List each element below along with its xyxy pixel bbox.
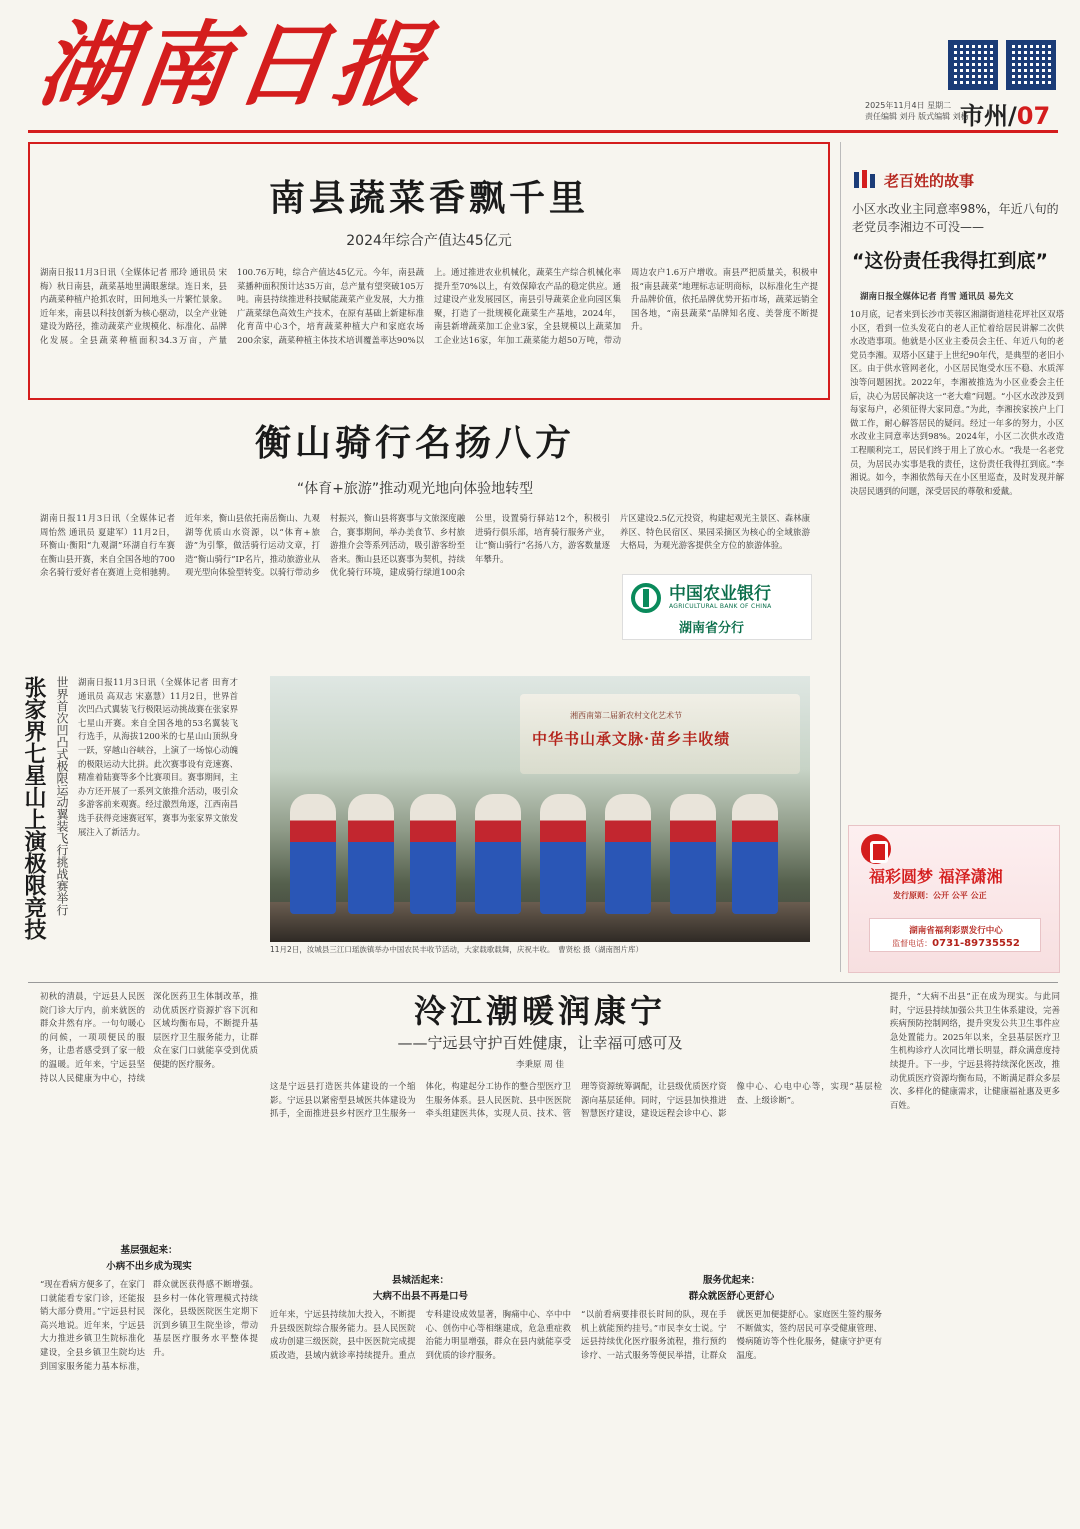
dancer-figure [290, 794, 336, 914]
article-title-ningyuan[interactable]: 泠江潮暖润康宁 [413, 992, 666, 1030]
article-body: 湖南日报11月3日讯（全媒体记者 邢玲 通讯员 宋梅）秋日南县，蔬菜基地里满眼葱绿。连日来，县内蔬菜种植户抢抓农时，田间地头一片繁忙景象。近年来，南县以科技创新为核心驱动，以全产业链建设为路径，推动蔬菜产业规模化、标准化、品牌化发展。全县蔬菜种植面积34.3万亩，产量100.76万吨，综合产值达45亿元。今年，南县蔬菜播种面积预计达35万亩，总产量有望突破105万吨。南县持续推进科技赋能蔬菜产业发展，大力推广蔬菜绿色高效生产技术，在原有基础上新建标准化育苗中心3个，培育蔬菜种植大户和家庭农场200余家，蔬菜种植主体技术培训覆盖率达90%以上。通过推进农业机械化，蔬菜生产综合机械化率提升至70%以上，有效保障农产品的稳定供应。通过建设产业发展园区，南县引导蔬菜企业向园区集聚，打造了一批规模化蔬菜生产基地，2024年，南县新增蔬菜加工企业3家，全县规模以上蔬菜加工企业达16家，年加工蔬菜能力超50万吨，带动周边农户1.6万户增收。南县严把质量关，积极申报“南县蔬菜”地理标志证明商标，以标准化生产提升品牌价值，依托品牌优势开拓市场，蔬菜远销全国各地，“南县蔬菜”品牌知名度、美誉度不断提升。 [40, 267, 818, 345]
qr-code-icon[interactable] [1006, 40, 1056, 90]
article-subhead-line2: 小病不出乡成为现实 [106, 1261, 192, 1272]
section-label [960, 96, 1050, 131]
column-logo-icon [852, 168, 878, 190]
article-subtitle-ningyuan: ——宁远县守护百姓健康，让幸福可感可及 [397, 1034, 683, 1052]
newspaper-logo: 湖南日报 [32, 11, 440, 119]
article-column-right: 提升，“大病不出县”正在成为现实。与此同时，宁远县持续加强公共卫生体系建设，完善疾病预防控制网络，提升突发公共卫生事件应急处置能力。2025年以来，全县基层医疗卫生机构诊疗人次同比增长明显，群众满意度持续提升。下一步，宁远县将持续深化医改，推动优质医疗资源均衡布局，不断满足群众多层次、多样化的健康需求，让健康福祉惠及更多百姓。 [890, 991, 1060, 1110]
article-subtitle: 2024年综合产值达45亿元 [346, 233, 512, 249]
harvest-festival-photo[interactable] [270, 676, 810, 942]
article-paragraph: “现在看病方便多了，在家门口就能看专家门诊，还能报销大部分费用。”宁远县村民高兴地说。近年来，宁远县大力推进乡镇卫生院标准化建设，全县乡镇卫生院均达到国家服务能力基本标准，群众就医获得感不断增强。县乡村一体化管理模式持续深化，县级医院医生定期下沉到乡镇卫生院坐诊，带动基层医疗服务水平整体提升。 [40, 1279, 258, 1371]
masthead [0, 0, 1080, 135]
article-title-zhangjiajie[interactable]: 张家界七星山上演极限竞技 [21, 676, 46, 940]
article-title-hengshan-cycling[interactable]: 衡山骑行名扬八方 [254, 423, 575, 464]
column-divider [840, 142, 841, 972]
photo-credit: 曹贤松 摄（湖南图片库） [558, 945, 643, 954]
page-number: 07 [1016, 102, 1051, 130]
column-article-body: 10月底，记者来到长沙市芙蓉区湘湖街道桂花坪社区双塔小区，看到一位头发花白的老人正忙着给居民讲解二次供水改造事项。他就是小区业主委员会主任、年近八旬的老党员李湘。双塔小区建于上世纪90年代，是典型的老旧小区。由于供水管网老化，小区居民饱受水压不稳、水质浑浊等问题困扰。2022年，李湘被推选为小区业委会主任后，决心为居民解决这一“老大难”问题。“小区水改涉及到每家每户，必须征得大家同意。”为此，李湘挨家挨户上门做工作，耐心解答居民的疑问。经过一年多的努力，小区水改业主同意率达到98%。2024年，小区二次供水改造工程顺利完工，居民们终于用上了放心水。“我是一名老党员，为居民办实事是我的责任，这份责任我得扛到底。”李湘说。如今，李湘依然每天在小区里巡查，及时发现并解决居民遇到的问题，深受居民的尊敬和爱戴。 [850, 309, 1064, 496]
dancer-figure [475, 794, 521, 914]
qr-code-icon[interactable] [948, 40, 998, 90]
article-column-left [40, 990, 258, 1520]
dancer-figure [670, 794, 716, 914]
photo-caption [270, 944, 810, 955]
article-subhead: 服务优起来： [702, 1275, 760, 1286]
article-nanxian-vegetables [28, 142, 830, 400]
article-subtitle-hengshan: “体育+旅游”推动观光地向体验地转型 [296, 481, 534, 497]
editor-credits: 责任编辑 刘丹 版式编辑 刘杨 [865, 112, 969, 121]
column-name: 老百姓的故事 [884, 172, 975, 190]
section-divider [28, 982, 1058, 983]
column-byline: 湖南日报全媒体记者 肖雪 通讯员 易先文 [860, 292, 1014, 302]
column-lead: 小区水改业主同意率98%，年近八旬的老党员李湘边不可没—— [852, 202, 1059, 234]
lottery-phone [870, 938, 1042, 949]
welfare-lottery-ad[interactable] [848, 825, 1060, 973]
article-subhead-line2: 大病不出县不再是口号 [372, 1291, 468, 1302]
column-article-title[interactable]: “这份责任我得扛到底” [852, 250, 1048, 272]
dancer-figure [605, 794, 651, 914]
abc-logo-icon [631, 583, 661, 613]
banner-small-text: 湘西南第二届新农村文化艺术节 [570, 711, 682, 720]
dancer-figure [732, 794, 778, 914]
article-title[interactable]: 南县蔬菜香飘千里 [268, 178, 589, 219]
dancer-figure [348, 794, 394, 914]
article-subhead: 基层强起来： [120, 1245, 178, 1256]
bank-name-en: AGRICULTURAL BANK OF CHINA [669, 603, 772, 610]
phone-label: 监督电话： [892, 939, 933, 948]
article-paragraph: 近年来，宁远县持续加大投入，不断提升县级医院综合服务能力。县人民医院成功创建三级医院，县中医医院完成提质改造，县域内就诊率持续提升。重点专科建设成效显著，胸痛中心、卒中中心、创伤中心等相继建成，危急重症救治能力明显增强，群众在县内就能享受到优质的诊疗服务。 [270, 1309, 571, 1360]
dancer-figure [410, 794, 456, 914]
section-name: 市州/ [960, 102, 1017, 130]
article-subhead: 县城活起来： [391, 1275, 449, 1286]
article-paragraph: “以前看病要排很长时间的队，现在手机上就能预约挂号。”市民李女士说。宁远县持续优化医疗服务流程，推行预约诊疗、一站式服务等便民举措，让群众就医更加便捷舒心。家庭医生签约服务不断做实，签约居民可享受健康管理、慢病随访等个性化服务，健康守护更有温度。 [581, 1309, 882, 1360]
dateline [865, 100, 969, 122]
article-body-zhangjiajie: 湖南日报11月3日讯（全媒体记者 田育才 通讯员 高双志 宋嘉慧）11月2日，世界首次凹凸式翼装飞行极限运动挑战赛在张家界七星山开赛。来自全国各地的53名翼装飞行选手，从海拔1200米的七星山山顶纵身一跃，穿越山谷峡谷，上演了一场惊心动魄的极限运动大比拼。此次赛事设有竞速赛、精准着陆赛等多个比赛项目。赛事期间，主办方还开展了一系列文旅推介活动，吸引众多游客前来观赛。经过激烈角逐，江西南昌选手获得竞速赛冠军，赛事为张家界文旅发展注入了新活力。 [78, 677, 238, 837]
lottery-principle: 发行原则：公开 公平 公正 [893, 891, 987, 900]
bank-branch: 湖南省分行 [679, 621, 745, 636]
lottery-org-name: 湖南省福利彩票发行中心 [909, 926, 1003, 936]
lottery-org-box [869, 918, 1041, 952]
banner-main-text: 中华书山承文脉·苗乡丰收绩 [532, 730, 731, 748]
issue-date: 2025年11月4日 星期二 [865, 101, 952, 110]
phone-number: 0731-89735552 [932, 938, 1020, 949]
article-paragraph: 初秋的清晨，宁远县人民医院门诊大厅内，前来就医的群众井然有序。一句句暖心的问候，一项项便民的服务，让患者感受到了家一般的温暖。近年来，宁远县坚持以人民健康为中心，持续深化医药卫生体制改革，推动优质医疗资源扩容下沉和区域均衡布局，不断提升基层医疗卫生服务能力，让群众在家门口就能享受到优质便捷的医疗服务。 [40, 991, 258, 1083]
lottery-logo-icon [861, 834, 891, 864]
abc-bank-ad[interactable] [622, 574, 812, 640]
article-body-hengshan-cont: 片区建设2.5亿元投资，构建起观光主景区、森林康养区、特色民宿区、果园采摘区为核心的全域旅游大格局，为观光游客提供全方位的旅游体验。 [620, 513, 810, 551]
lottery-slogan: 福彩圆梦 福泽潇湘 [869, 867, 1003, 886]
masthead-rule [28, 130, 1058, 133]
article-body-hengshan: 湖南日报11月3日讯（全媒体记者 周怡然 通讯员 夏建军）11月2日，环衡山·衡阳“九观湖”环湖自行车赛在衡山县开赛，来自全国各地的700余名骑行爱好者在赛道上竞相驰骋。近年来，衡山县依托南岳衡山、九观湖等优质山水资源，以“体育+旅游”为引擎，做活骑行运动文章，打造“衡山骑行”IP名片，推动旅游业从观光型向体验型转变。以骑行带动乡村振兴，衡山县将赛事与文旅深度融合，赛事期间，举办美食节、乡村旅游推介会等系列活动，吸引游客纷至沓来。衡山县还以赛事为契机，持续优化骑行环境，建成骑行绿道100余公里，设置骑行驿站12个，积极引进骑行俱乐部，培育骑行服务产业，让“衡山骑行”名扬八方，游客数量逐年攀升。 [40, 513, 610, 578]
caption-text: 11月2日，汝城县三江口瑶族镇举办中国农民丰收节活动，大家载歌载舞，庆祝丰收。 [270, 945, 551, 954]
bank-name: 中国农业银行 [669, 584, 771, 604]
article-subhead-line2: 群众就医舒心更舒心 [688, 1291, 775, 1302]
article-byline-ningyuan: 李秉原 周 佳 [516, 1060, 564, 1070]
dancer-figure [540, 794, 586, 914]
article-column-mid [270, 1080, 882, 1520]
article-subtitle-zhangjiajie: 世界首次凹凸式极限运动翼装飞行挑战赛举行 [55, 676, 69, 916]
article-paragraph: 这是宁远县打造医共体建设的一个缩影。宁远县以紧密型县域医共体建设为抓手，全面推进县乡村医疗卫生服务一体化，构建起分工协作的整合型医疗卫生服务体系。县人民医院、县中医医院牵头组建医共体，实现人员、技术、管理等资源统筹调配，让县级优质医疗资源向基层延伸。同时，宁远县加快推进智慧医疗建设，建设远程会诊中心、影像中心、心电中心等，实现“基层检查、上级诊断”。 [270, 1081, 882, 1119]
